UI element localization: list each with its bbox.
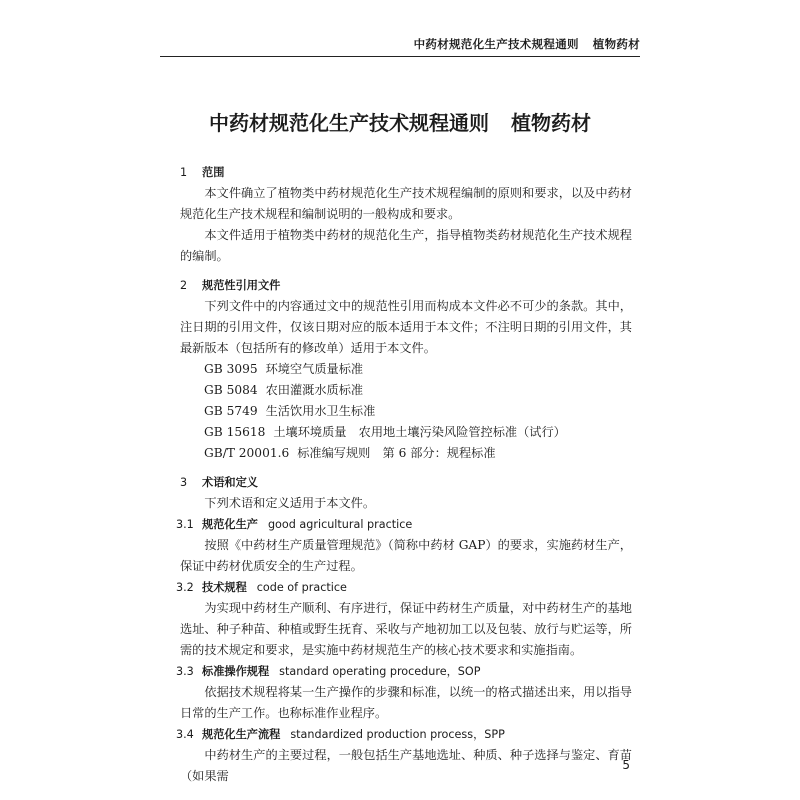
term-heading: [176, 577, 632, 598]
scope-paragraph-2: 本文件适用于植物类中药材的规范化生产，指导植物类药材规范化生产技术规程的编制。: [180, 228, 632, 263]
reference-item: [180, 422, 632, 443]
term-chinese: 规范化生产流程: [202, 728, 281, 741]
section-title: 规范性引用文件: [202, 279, 281, 292]
reference-title: 标准编写规则 第 6 部分：规程标准: [297, 446, 496, 460]
term-heading: [176, 724, 632, 745]
term-number: 3.4: [176, 728, 194, 741]
reference-title: 土壤环境质量 农用地土壤污染风险管控标准（试行）: [273, 425, 566, 439]
term-english: standardized production process，SPP: [290, 728, 505, 741]
section-heading-terms: [180, 472, 632, 493]
section-title: 术语和定义: [202, 476, 258, 489]
references-intro: 下列文件中的内容通过文中的规范性引用而构成本文件必不可少的条款。其中，注日期的引用文件，仅该日期对应的版本适用于本文件；不注明日期的引用文件，其最新版本（包括所有的修改单）适用于本文件。: [180, 299, 632, 355]
reference-code: GB 5084: [204, 383, 258, 397]
term-definition: 依据技术规程将某一生产操作的步骤和标准，以统一的格式描述出来，用以指导日常的生产工作。也称标准作业程序。: [180, 685, 632, 720]
section-heading-scope: [180, 162, 632, 183]
term-heading: [176, 514, 632, 535]
running-header-subtitle: 植物药材: [592, 37, 640, 51]
term-number: 3.1: [176, 518, 194, 531]
running-header-title: 中药材规范化生产技术规程通则: [413, 37, 579, 51]
page-number: 5: [622, 758, 630, 772]
reference-item: [180, 443, 632, 464]
reference-title: 环境空气质量标准: [265, 362, 364, 376]
term-definition: 为实现中药材生产顺利、有序进行，保证中药材生产质量，对中药材生产的基地选址、种子种苗、种植或野生抚育、采收与产地初加工以及包装、放行与贮运等，所需的技术规定和要求，是实施中药材规范生产的核心技术要求和实施指南。: [180, 601, 632, 657]
reference-code: GB 3095: [204, 362, 258, 376]
term-chinese: 标准操作规程: [202, 665, 270, 678]
term-chinese: 规范化生产: [202, 518, 258, 531]
header-divider: [160, 56, 640, 57]
reference-item: [180, 380, 632, 401]
reference-item: [180, 401, 632, 422]
term-number: 3.3: [176, 665, 194, 678]
terms-intro: 下列术语和定义适用于本文件。: [204, 496, 376, 510]
section-number: 1: [180, 166, 188, 179]
term-definition: 中药材生产的主要过程，一般包括生产基地选址、种质、种子选择与鉴定、育苗（如果需: [180, 748, 632, 783]
term-definition: 按照《中药材生产质量管理规范》（简称中药材 GAP）的要求，实施药材生产，保证中药材优质安全的生产过程。: [180, 538, 632, 573]
reference-code: GB/T 20001.6: [204, 446, 290, 460]
section-number: 3: [180, 476, 188, 489]
term-heading: [176, 661, 632, 682]
scope-paragraph-1: 本文件确立了植物类中药材规范化生产技术规程编制的原则和要求，以及中药材规范化生产技术规程和编制说明的一般构成和要求。: [180, 186, 632, 221]
title-main: 中药材规范化生产技术规程通则: [209, 111, 489, 135]
term-english: good agricultural practice: [267, 518, 413, 531]
reference-title: 农田灌溉水质标准: [265, 383, 364, 397]
section-number: 2: [180, 279, 188, 292]
reference-code: GB 15618: [204, 425, 266, 439]
running-header: [414, 36, 640, 52]
title-sub: 植物药材: [511, 111, 591, 135]
term-english: code of practice: [256, 581, 347, 594]
reference-title: 生活饮用水卫生标准: [265, 404, 376, 418]
section-title: 范围: [202, 166, 225, 179]
term-english: standard operating procedure，SOP: [279, 665, 481, 678]
reference-item: [180, 359, 632, 380]
page-body: [176, 162, 632, 787]
reference-code: GB 5749: [204, 404, 258, 418]
document-title: [160, 107, 640, 136]
term-chinese: 技术规程: [202, 581, 247, 594]
term-number: 3.2: [176, 581, 194, 594]
section-heading-normative-references: [180, 275, 632, 296]
